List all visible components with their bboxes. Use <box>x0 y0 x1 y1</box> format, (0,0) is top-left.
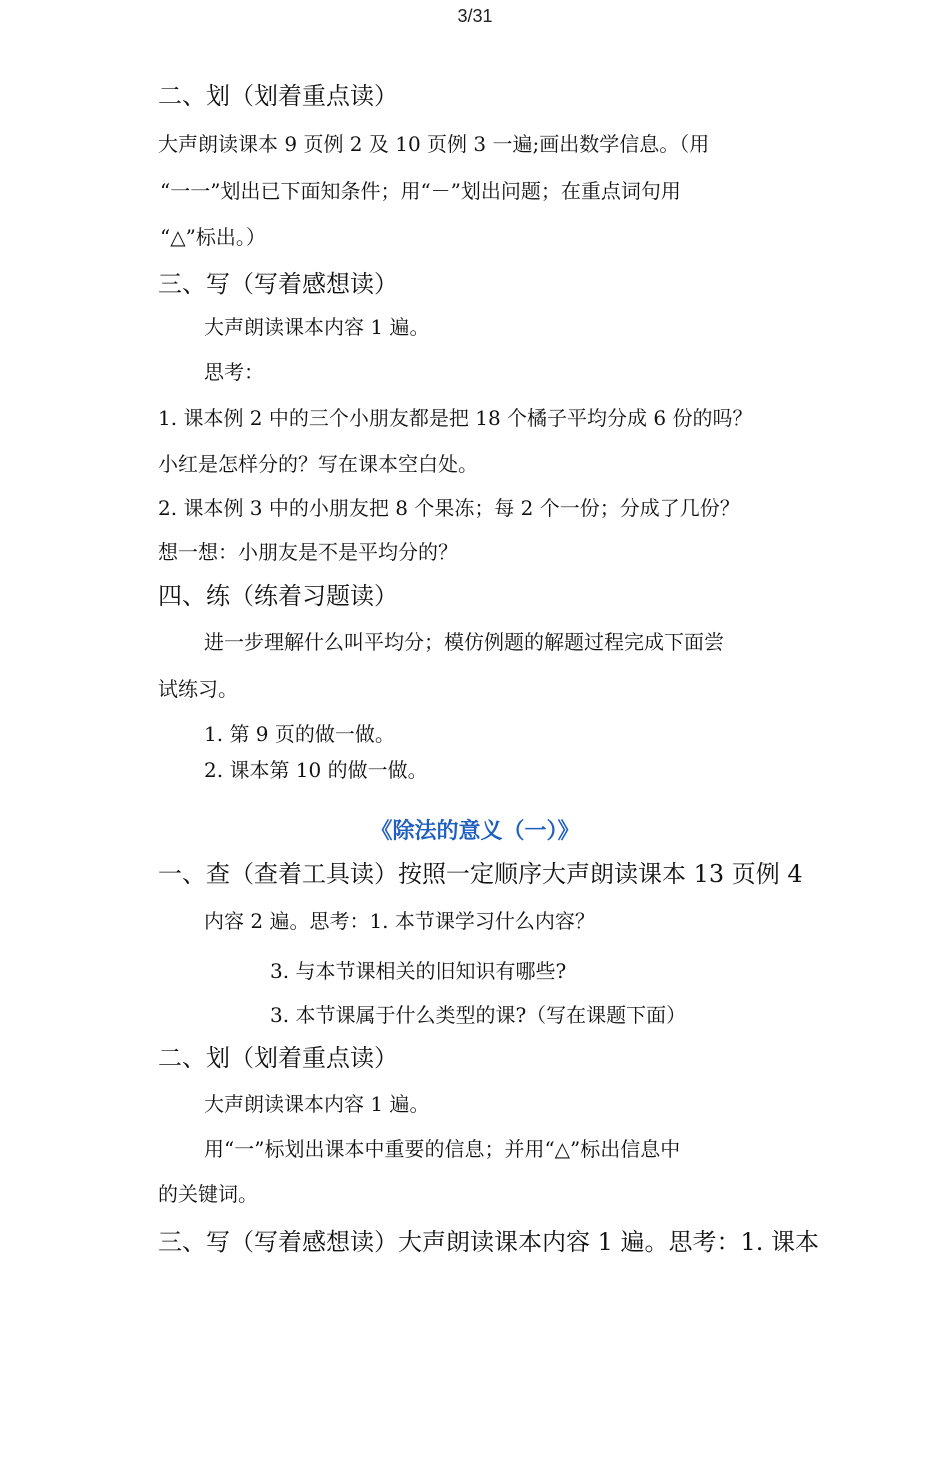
heading-write: 三、写（写着感想读）大声朗读课本内容 1 遍。思考：1. 课本 <box>158 1228 820 1256</box>
section-title: 《除法的意义（一）》 <box>370 818 580 844</box>
page-number: 3/31 <box>457 6 493 26</box>
paragraph-line: “一一”划出已下面知条件；用“－”划出问题；在重点词句用 <box>160 179 681 203</box>
list-item: 3. 与本节课相关的旧知识有哪些? <box>270 959 567 983</box>
heading-practice: 四、练（练着习题读） <box>158 582 398 610</box>
heading-check: 一、查（查着工具读）按照一定顺序大声朗读课本 13 页例 4 <box>158 860 803 888</box>
list-item: 1. 第 9 页的做一做。 <box>204 722 395 746</box>
paragraph-line: 进一步理解什么叫平均分；模仿例题的解题过程完成下面尝 <box>204 630 724 654</box>
paragraph-line: 用“一”标划出课本中重要的信息；并用“△”标出信息中 <box>204 1137 681 1161</box>
list-item: 1. 课本例 2 中的三个小朋友都是把 18 个橘子平均分成 6 份的吗？ <box>158 406 753 430</box>
heading-write: 三、写（写着感想读） <box>158 270 398 298</box>
paragraph-line: “△”标出。） <box>160 225 266 249</box>
paragraph-line: 内容 2 遍。思考：1. 本节课学习什么内容？ <box>204 909 595 933</box>
heading-mark: 二、划（划着重点读） <box>158 82 398 110</box>
paragraph-line: 试练习。 <box>158 677 238 701</box>
list-item: 2. 课本例 3 中的小朋友把 8 个果冻；每 2 个一份；分成了几份？ <box>158 496 740 520</box>
paragraph-line: 小红是怎样分的？写在课本空白处。 <box>158 452 478 476</box>
heading-mark: 二、划（划着重点读） <box>158 1044 398 1072</box>
list-item: 2. 课本第 10 的做一做。 <box>204 758 428 782</box>
paragraph-line: 大声朗读课本内容 1 遍。 <box>204 315 430 339</box>
paragraph-line: 大声朗读课本内容 1 遍。 <box>204 1092 430 1116</box>
list-item: 3. 本节课属于什么类型的课?（写在课题下面） <box>270 1003 687 1027</box>
paragraph-line: 想一想：小朋友是不是平均分的？ <box>158 540 458 564</box>
paragraph-line: 大声朗读课本 9 页例 2 及 10 页例 3 一遍;画出数学信息。（用 <box>158 132 710 156</box>
paragraph-line: 思考： <box>204 360 264 384</box>
paragraph-line: 的关键词。 <box>158 1182 258 1206</box>
